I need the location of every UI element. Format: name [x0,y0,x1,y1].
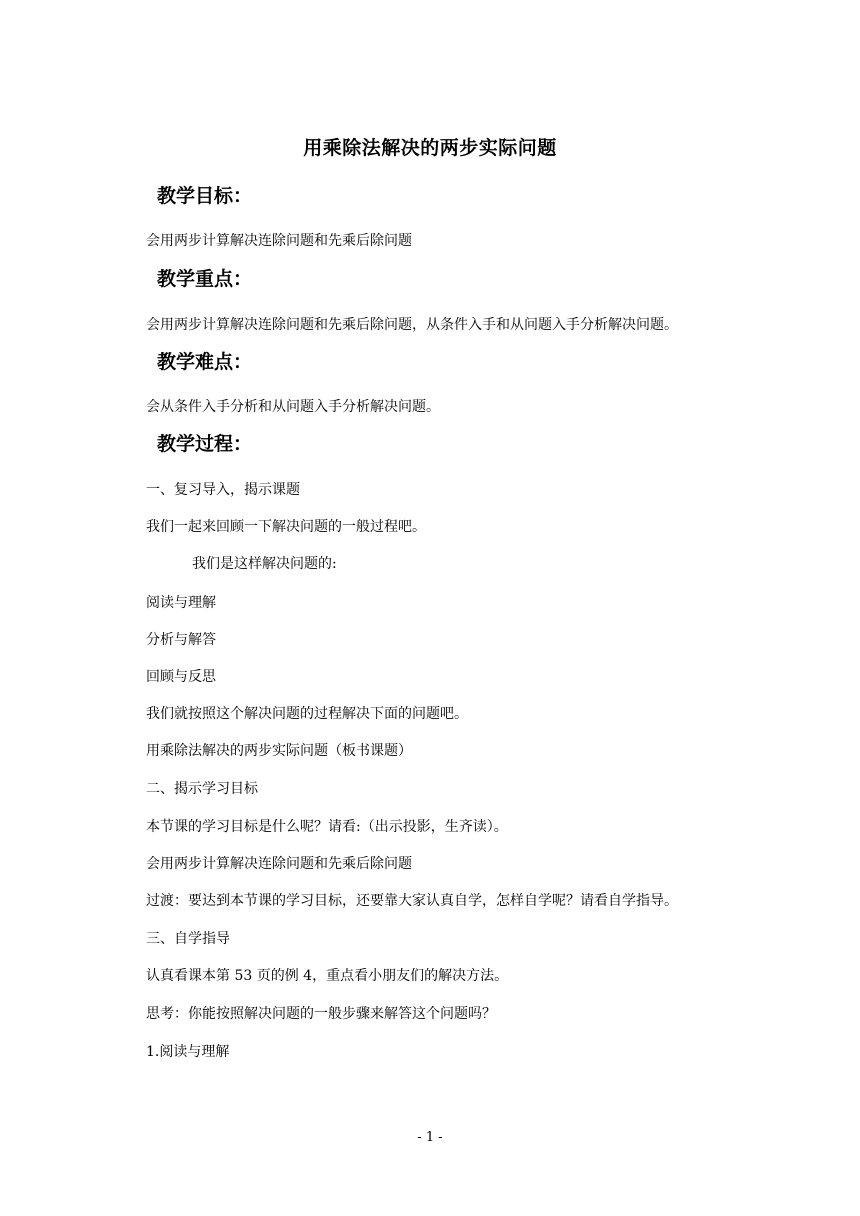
page-number: - 1 - [417,1130,443,1145]
process-line: 我们是这样解决问题的: [192,556,337,572]
process-line: 用乘除法解决的两步实际问题（板书课题） [146,743,412,759]
process-line: 思考：你能按照解决问题的一般步骤来解答这个问题吗？ [146,1006,496,1022]
process-line: 阅读与理解 [146,595,216,611]
process-line: 本节课的学习目标是什么呢？请看:（出示投影，生齐读）。 [146,819,508,835]
process-line: 回顾与反思 [146,669,216,685]
paragraph-key-point: 会用两步计算解决连除问题和先乘后除问题，从条件入手和从问题入手分析解决问题。 [146,317,678,333]
paragraph-teaching-goal: 会用两步计算解决连除问题和先乘后除问题 [146,233,412,249]
heading-key-point: 教学重点： [157,268,253,290]
process-line: 过渡：要达到本节课的学习目标，还要靠大家认真自学，怎样自学呢？请看自学指导。 [146,893,678,909]
document-title: 用乘除法解决的两步实际问题 [303,137,557,159]
paragraph-difficulty: 会从条件入手分析和从问题入手分析解决问题。 [146,399,440,415]
heading-difficulty: 教学难点： [157,351,253,373]
process-line: 1.阅读与理解 [146,1044,230,1060]
process-line: 二、揭示学习目标 [146,781,258,797]
process-line: 一、复习导入，揭示课题 [146,482,300,498]
heading-teaching-goal: 教学目标： [157,185,253,207]
process-line: 我们一起来回顾一下解决问题的一般过程吧。 [146,519,426,535]
process-line: 认真看课本第 53 页的例 4，重点看小朋友们的解决方法。 [146,968,509,984]
process-line: 我们就按照这个解决问题的过程解决下面的问题吧。 [146,706,468,722]
heading-teaching-process: 教学过程： [157,433,253,455]
process-line: 分析与解答 [146,632,216,648]
process-line: 三、自学指导 [146,931,230,947]
process-line: 会用两步计算解决连除问题和先乘后除问题 [146,856,412,872]
